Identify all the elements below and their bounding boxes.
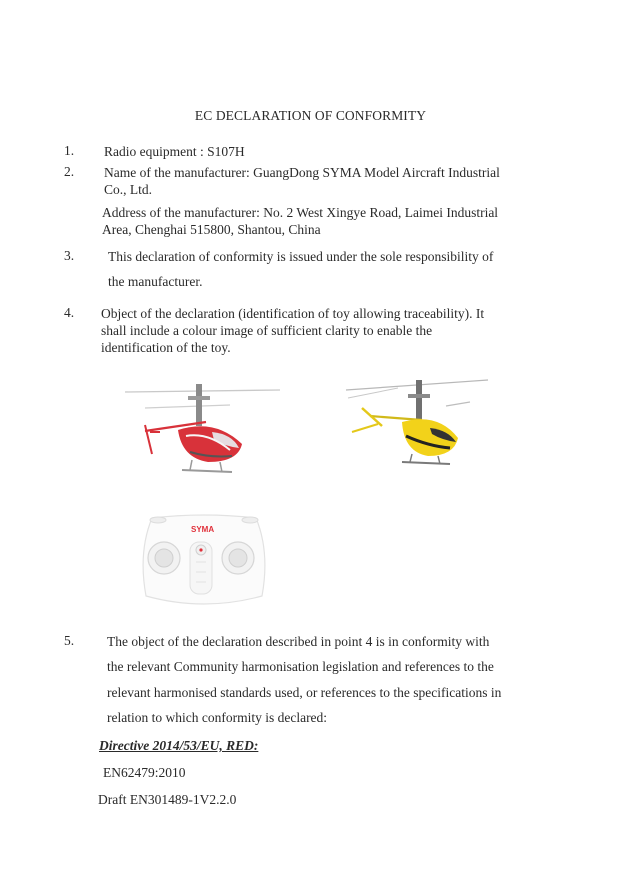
item-5-line1: The object of the declaration described in point 4 is in conformity with: [107, 634, 490, 649]
item-5-number: 5.: [64, 633, 75, 648]
yellow-helicopter-image: [338, 376, 498, 472]
directive-heading: Directive 2014/53/EU, RED:: [99, 738, 259, 753]
item-4-line2: shall include a colour image of sufficient clarity to enable the: [101, 323, 433, 338]
item-4-line3: identification of the toy.: [101, 340, 231, 355]
item-2-line1: Name of the manufacturer: GuangDong SYMA Model Aircraft Industrial: [104, 165, 500, 180]
item-1-number: 1.: [64, 143, 75, 158]
red-helicopter-image: [120, 378, 290, 478]
item-4-number: 4.: [64, 305, 75, 320]
document-title: EC DECLARATION OF CONFORMITY: [194, 108, 427, 123]
remote-controller-image: [134, 512, 274, 612]
item-1-text: Radio equipment : S107H: [104, 144, 245, 159]
item-3-line2: the manufacturer.: [108, 274, 203, 289]
item-2-number: 2.: [64, 164, 75, 179]
item-5-line2: the relevant Community harmonisation legislation and references to the: [107, 659, 494, 674]
standard-2: Draft EN301489-1V2.2.0: [98, 792, 237, 807]
item-2-address-line2: Area, Chenghai 515800, Shantou, China: [102, 222, 321, 237]
item-3-line1: This declaration of conformity is issued under the sole responsibility of: [108, 249, 494, 264]
standard-1: EN62479:2010: [103, 765, 186, 780]
item-5-line4: relation to which conformity is declared:: [107, 710, 328, 725]
item-3-number: 3.: [64, 248, 75, 263]
item-4-line1: Object of the declaration (identification of toy allowing traceability). It: [101, 306, 485, 321]
item-5-line3: relevant harmonised standards used, or references to the specifications in: [107, 685, 502, 700]
remote-controller-icon: [143, 515, 265, 604]
item-2-line2: Co., Ltd.: [104, 182, 153, 197]
helicopter-icon: [346, 380, 488, 464]
helicopter-icon: [125, 384, 280, 472]
item-2-address-line1: Address of the manufacturer: No. 2 West Xingye Road, Laimei Industrial: [102, 205, 499, 220]
controller-brand-label: SYMA: [191, 525, 215, 534]
